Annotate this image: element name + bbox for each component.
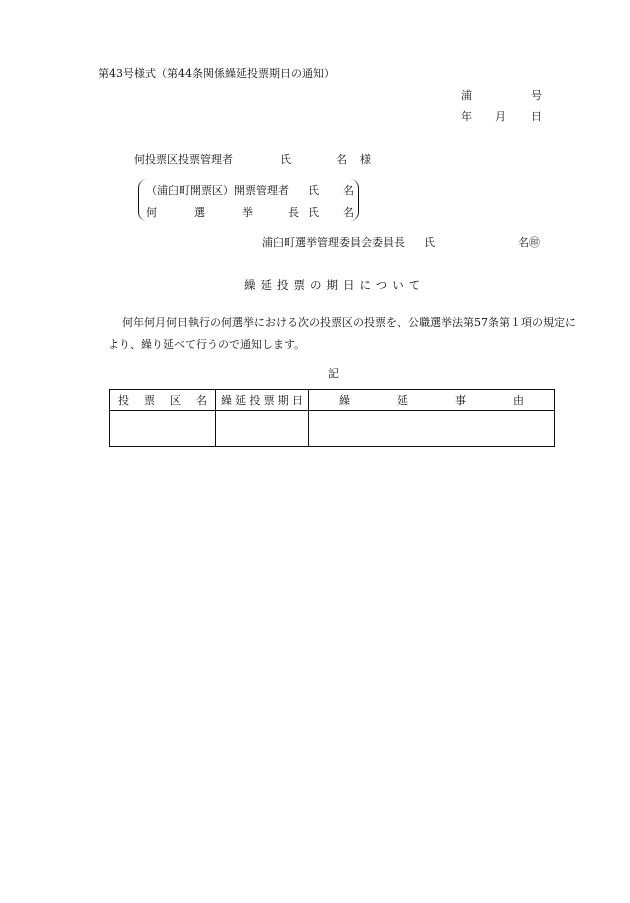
sender-shi: 氏 — [424, 236, 435, 249]
election-chief-char: 挙 — [242, 206, 253, 219]
header-postponed-voting-date — [216, 390, 309, 411]
document-title: 繰延投票の期日について — [244, 278, 426, 292]
header-char: 繰 — [221, 394, 232, 407]
date-day: 日 — [531, 110, 542, 123]
date-year: 年 — [461, 110, 472, 123]
header-postponement-reason — [309, 390, 555, 411]
sender-label: 浦臼町選挙管理委員会委員長 — [262, 236, 405, 249]
header-char: 票 — [263, 394, 275, 407]
header-char: 票 — [144, 394, 155, 407]
header-char: 日 — [291, 394, 303, 407]
form-header: 第43号様式（第44条関係繰延投票期日の通知） — [98, 67, 335, 80]
addressee-title: 何投票区投票管理者 — [134, 153, 233, 166]
postponement-table — [109, 389, 555, 447]
alt-addressee-1-mei: 名 — [343, 184, 354, 197]
reference-number-prefix: 浦 — [461, 89, 472, 102]
election-chief-char: 長 — [288, 206, 299, 219]
sender-name-seal: 名㊞ — [518, 236, 540, 249]
addressee-honorific: 様 — [360, 153, 371, 166]
header-char: 事 — [455, 394, 466, 407]
header-polling-district-name — [110, 390, 216, 411]
notice-body: 何年何月何日執行の何選挙における次の投票区の投票を、公職選挙法第57条第１項の規定により、繰り延べて行うので通知します。 — [108, 316, 576, 351]
addressee-mei: 名 — [336, 153, 347, 166]
alt-addressee-counting-manager: （浦臼町開票区）開票管理者 — [146, 184, 289, 197]
alt-addressee-2-mei: 名 — [343, 206, 354, 219]
cell-postponement-reason[interactable] — [309, 411, 555, 447]
header-char: 投 — [118, 394, 129, 407]
addressee-shi: 氏 — [280, 153, 291, 166]
alt-addressee-1-shi: 氏 — [308, 184, 319, 197]
header-char: 由 — [513, 394, 524, 407]
header-char: 区 — [170, 394, 181, 407]
table-row — [110, 411, 555, 447]
election-chief-char: 何 — [146, 206, 157, 219]
date-month: 月 — [495, 110, 506, 123]
record-marker: 記 — [328, 367, 339, 380]
header-char: 繰 — [339, 394, 350, 407]
cell-postponed-voting-date[interactable] — [216, 411, 309, 447]
header-char: 期 — [277, 394, 289, 407]
alt-addressee-2-shi: 氏 — [308, 206, 319, 219]
header-char: 投 — [249, 394, 261, 407]
table-header-row — [110, 390, 555, 411]
header-char: 延 — [397, 394, 408, 407]
cell-polling-district-name[interactable] — [110, 411, 216, 447]
reference-number-suffix: 号 — [531, 89, 542, 102]
header-char: 名 — [196, 394, 207, 407]
header-char: 延 — [235, 394, 247, 407]
election-chief-char: 選 — [194, 206, 205, 219]
